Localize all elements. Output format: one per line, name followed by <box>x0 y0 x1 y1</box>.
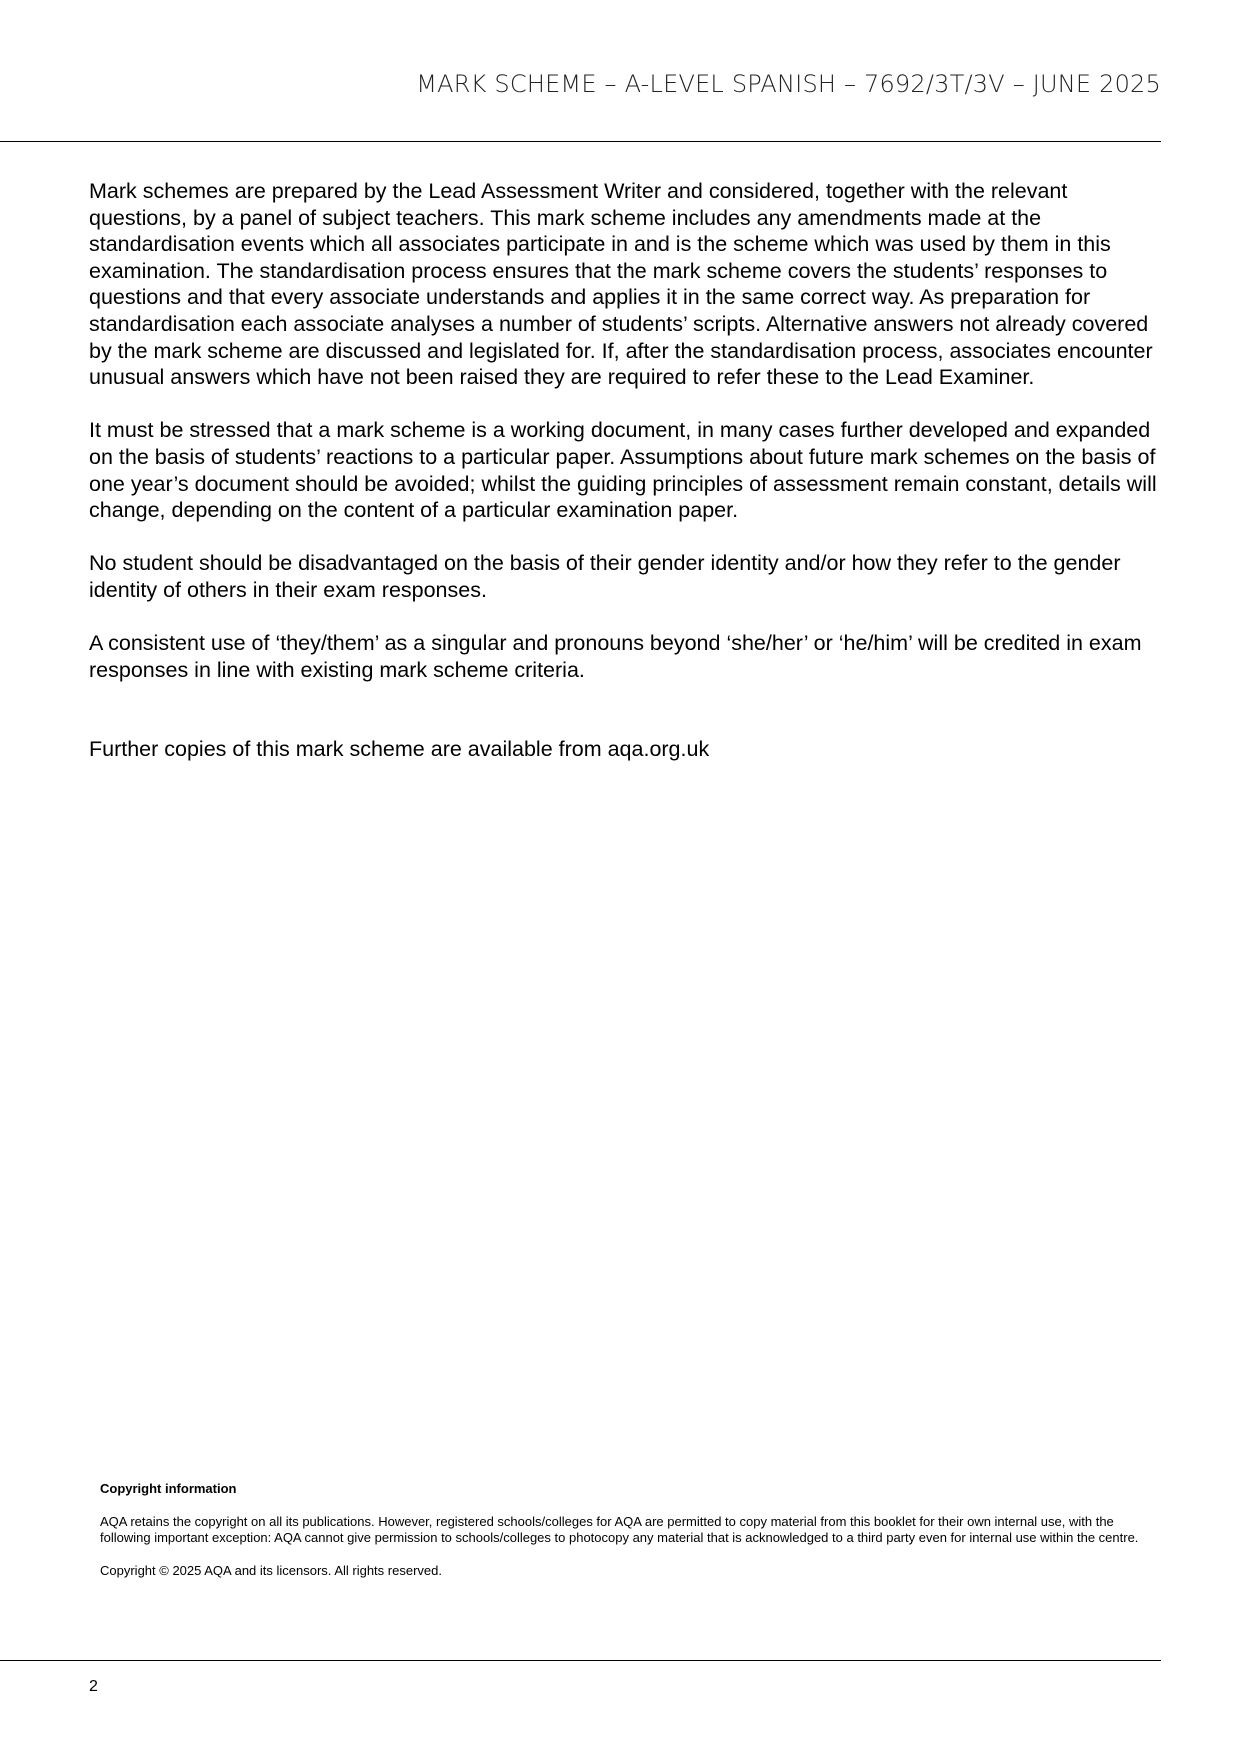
main-body <box>89 178 1165 789</box>
further-copies-note: Further copies of this mark scheme are available from aqa.org.uk <box>89 737 710 762</box>
paragraph-mark-scheme-preparation: Mark schemes are prepared by the Lead Assessment Writer and considered, together with the relevant questions, by a panel of subject teachers. This mark scheme includes any amendments made at the standardisation events which all associates participate in and is the scheme which was used by them in this examination. The standardisation process ensures that the mark scheme covers the students’ responses to questions and that every associate understands and applies it in the same correct way. As preparation for standardisation each associate analyses a number of students’ scripts. Alternative answers not already covered by the mark scheme are discussed and legislated for. If, after the standardisation process, associates encounter unusual answers which have not been raised they are required to refer these to the Lead Examiner. <box>89 179 1153 390</box>
copyright-statement: Copyright © 2025 AQA and its licensors. All rights reserved. <box>100 1562 442 1578</box>
paragraph-working-document: It must be stressed that a mark scheme is a working document, in many cases further developed and expanded on the basis of students’ reactions to a particular paper. Assumptions about future mark schemes on the basis of one year’s document should be avoided; whilst the guiding principles of assessment remain constant, details will change, depending on the content of a particular examination paper. <box>89 418 1157 523</box>
paragraph-pronouns: A consistent use of ‘they/them’ as a singular and pronouns beyond ‘she/her’ or ‘he/him’ will be credited in exam responses in line with existing mark scheme criteria. <box>89 631 1142 682</box>
paragraph-gender-identity: No student should be disadvantaged on the basis of their gender identity and/or how they refer to the gender identity of others in their exam responses. <box>89 551 1121 602</box>
footer-divider <box>0 1660 1161 1661</box>
page-number: 2 <box>89 1678 98 1695</box>
copyright-block <box>100 1481 1145 1595</box>
page-header-title: MARK SCHEME – A-LEVEL SPANISH – 7692/3T/3V – JUNE 2025 <box>416 70 1161 98</box>
copyright-heading: Copyright information <box>100 1481 237 1496</box>
copyright-notice: AQA retains the copyright on all its publications. However, registered schools/colleges for AQA are permitted to copy material from this booklet for their own internal use, with the following important exception: AQA cannot give permission to schools/colleges to photocopy any material that is acknowledged to a third party even for internal use within the centre. <box>100 1513 1139 1546</box>
header-divider <box>0 141 1161 142</box>
